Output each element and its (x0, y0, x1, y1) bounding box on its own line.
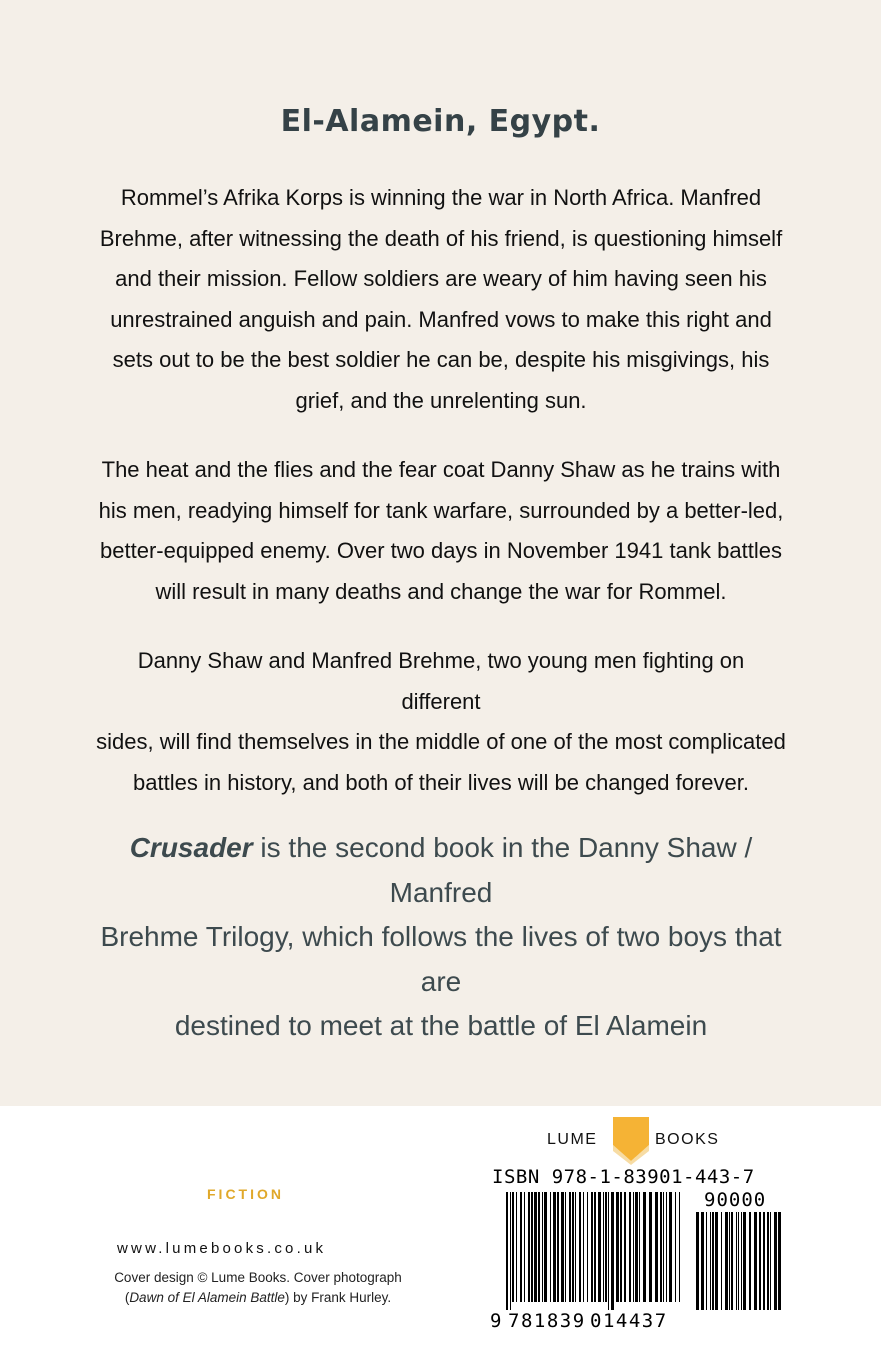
blurb-paragraph-3 (96, 641, 786, 803)
barcode-bar (696, 1212, 699, 1310)
barcode-bar (572, 1192, 574, 1302)
barcode-bar (510, 1192, 511, 1310)
blurb-heading: El-Alamein, Egypt. (280, 104, 601, 139)
blurb-line: and their mission. Fellow soldiers are weary of him having seen his (115, 266, 767, 291)
blurb-line: will result in many deaths and change the war for Rommel. (155, 578, 727, 604)
barcode-bar (594, 1192, 596, 1302)
barcode-bar (542, 1192, 543, 1302)
barcode-bar (591, 1192, 593, 1302)
blurb-line: battles in history, and both of their lives will be changed forever. (133, 769, 749, 795)
barcode-bar (531, 1192, 533, 1302)
blurb-line: Brehme, after witnessing the death of his friend, is questioning himself (99, 225, 783, 251)
blurb-line: sides, will find themselves in the middle of one of the most complicated (96, 729, 786, 754)
barcode-bar (763, 1212, 765, 1310)
barcode-bar (712, 1212, 714, 1310)
barcode-bar (544, 1192, 547, 1302)
barcode-bar (663, 1192, 664, 1302)
blurb-line: Danny Shaw and Manfred Brehme, two young men fighting on different (137, 648, 745, 714)
barcode-bar (524, 1192, 525, 1302)
blurb-line: unrestrained anguish and pain. Manfred vows to make this right and (110, 306, 772, 332)
publisher-website: www.lumebooks.co.uk (117, 1240, 327, 1257)
barcode-bar (721, 1212, 722, 1310)
barcode-bar (715, 1212, 718, 1310)
blurb-line: better-equipped enemy. Over two days in November 1941 tank battles (100, 538, 782, 563)
barcode-bar (675, 1192, 676, 1302)
book-mark-icon (613, 1117, 649, 1165)
barcode-bar (743, 1212, 746, 1310)
barcode-bar (655, 1192, 658, 1302)
publisher-logo (547, 1117, 737, 1167)
barcode-bar (583, 1192, 584, 1302)
barcode-bar (624, 1192, 626, 1302)
barcode-bar (520, 1192, 522, 1302)
barcode-bar (635, 1192, 638, 1302)
blurb-line: his men, readying himself for tank warfare, surrounded by a better-led, (98, 497, 784, 523)
barcode-bar (767, 1212, 769, 1310)
barcode-bar (575, 1192, 576, 1302)
barcode-bar (605, 1192, 607, 1302)
cover-credit (88, 1268, 428, 1308)
blurb-line: Rommel’s Afrika Korps is winning the war in North Africa. Manfred (120, 185, 762, 210)
logo-word-left: LUME (547, 1131, 598, 1148)
barcode-bar (736, 1212, 737, 1310)
series-tagline (96, 826, 786, 1049)
barcode-price-code: 90000 (704, 1190, 767, 1211)
barcode-bar (598, 1192, 601, 1302)
barcode-bar (538, 1192, 540, 1302)
barcode-bar (669, 1192, 672, 1302)
blurb-line: sets out to be the best soldier he can be, despite his misgivings, his (112, 347, 770, 372)
barcode-bar (666, 1192, 667, 1302)
barcode-bar (710, 1212, 711, 1310)
barcode-bar (643, 1192, 646, 1302)
barcode-bar (587, 1192, 588, 1302)
barcode-bar (649, 1192, 652, 1302)
photo-title: Dawn of El Alamein Battle (129, 1290, 285, 1305)
tagline-line-3: destined to meet at the battle of El Alamein (174, 1010, 708, 1041)
barcode-bar (629, 1192, 631, 1302)
barcode-bar (774, 1212, 777, 1310)
barcode-bar (770, 1212, 771, 1310)
barcode-bar (754, 1212, 757, 1310)
barcode-bar (553, 1192, 556, 1302)
barcode-bar (565, 1192, 566, 1302)
tagline-text: is the second book in the Danny Shaw / Manfred (252, 832, 753, 908)
book-title: Crusader (129, 832, 253, 863)
barcode-bar (569, 1192, 571, 1302)
barcode-bar (620, 1192, 622, 1302)
barcode-bar (729, 1212, 730, 1310)
blurb-paragraph-2 (96, 450, 786, 612)
blurb-paragraph-1 (96, 178, 786, 421)
barcode-bar (550, 1192, 551, 1302)
barcode-bar (725, 1212, 728, 1310)
barcode-bar (506, 1192, 508, 1310)
barcode-bar (639, 1192, 640, 1302)
barcode-bar (679, 1192, 680, 1302)
barcode-bar (512, 1192, 514, 1302)
barcode-digits-left: 781839 (508, 1310, 586, 1332)
barcode-bar (633, 1192, 634, 1302)
barcode-digits-right: 014437 (590, 1310, 668, 1332)
credit-line-1: Cover design © Lume Books. Cover photograph (114, 1270, 402, 1285)
isbn-label: ISBN 978-1-83901-443-7 (492, 1166, 755, 1188)
barcode-bar (516, 1192, 517, 1302)
barcode-bar (616, 1192, 619, 1302)
barcode-bar (603, 1192, 604, 1302)
blurb-line: The heat and the flies and the fear coat Danny Shaw as he trains with (101, 457, 781, 482)
barcode-bar (608, 1192, 609, 1310)
blurb-line: grief, and the unrelenting sun. (295, 387, 587, 413)
barcode-bar (660, 1192, 662, 1302)
barcode-bar (749, 1212, 751, 1310)
barcode-bar (611, 1192, 614, 1310)
genre-label: FICTION (207, 1186, 284, 1202)
isbn-barcode (490, 1190, 790, 1335)
barcode-bar (778, 1212, 781, 1310)
tagline-line-1 (96, 826, 786, 915)
barcode-bar (561, 1192, 564, 1302)
barcode-bar (528, 1192, 530, 1302)
logo-word-right: BOOKS (655, 1131, 720, 1148)
barcode-bar (579, 1192, 581, 1302)
barcode-bar (738, 1212, 739, 1310)
barcode-bar (557, 1192, 559, 1302)
barcode-bar (534, 1192, 537, 1302)
barcode-bar (706, 1212, 707, 1310)
barcode-digit-lead: 9 (490, 1310, 502, 1332)
barcode-bar (759, 1212, 761, 1310)
credit-line-2: (Dawn of El Alamein Battle) by Frank Hurley. (124, 1290, 392, 1305)
barcode-bar (731, 1212, 733, 1310)
tagline-line-2: Brehme Trilogy, which follows the lives of two boys that are (100, 921, 782, 997)
barcode-bar (741, 1212, 742, 1310)
barcode-bar (701, 1212, 704, 1310)
